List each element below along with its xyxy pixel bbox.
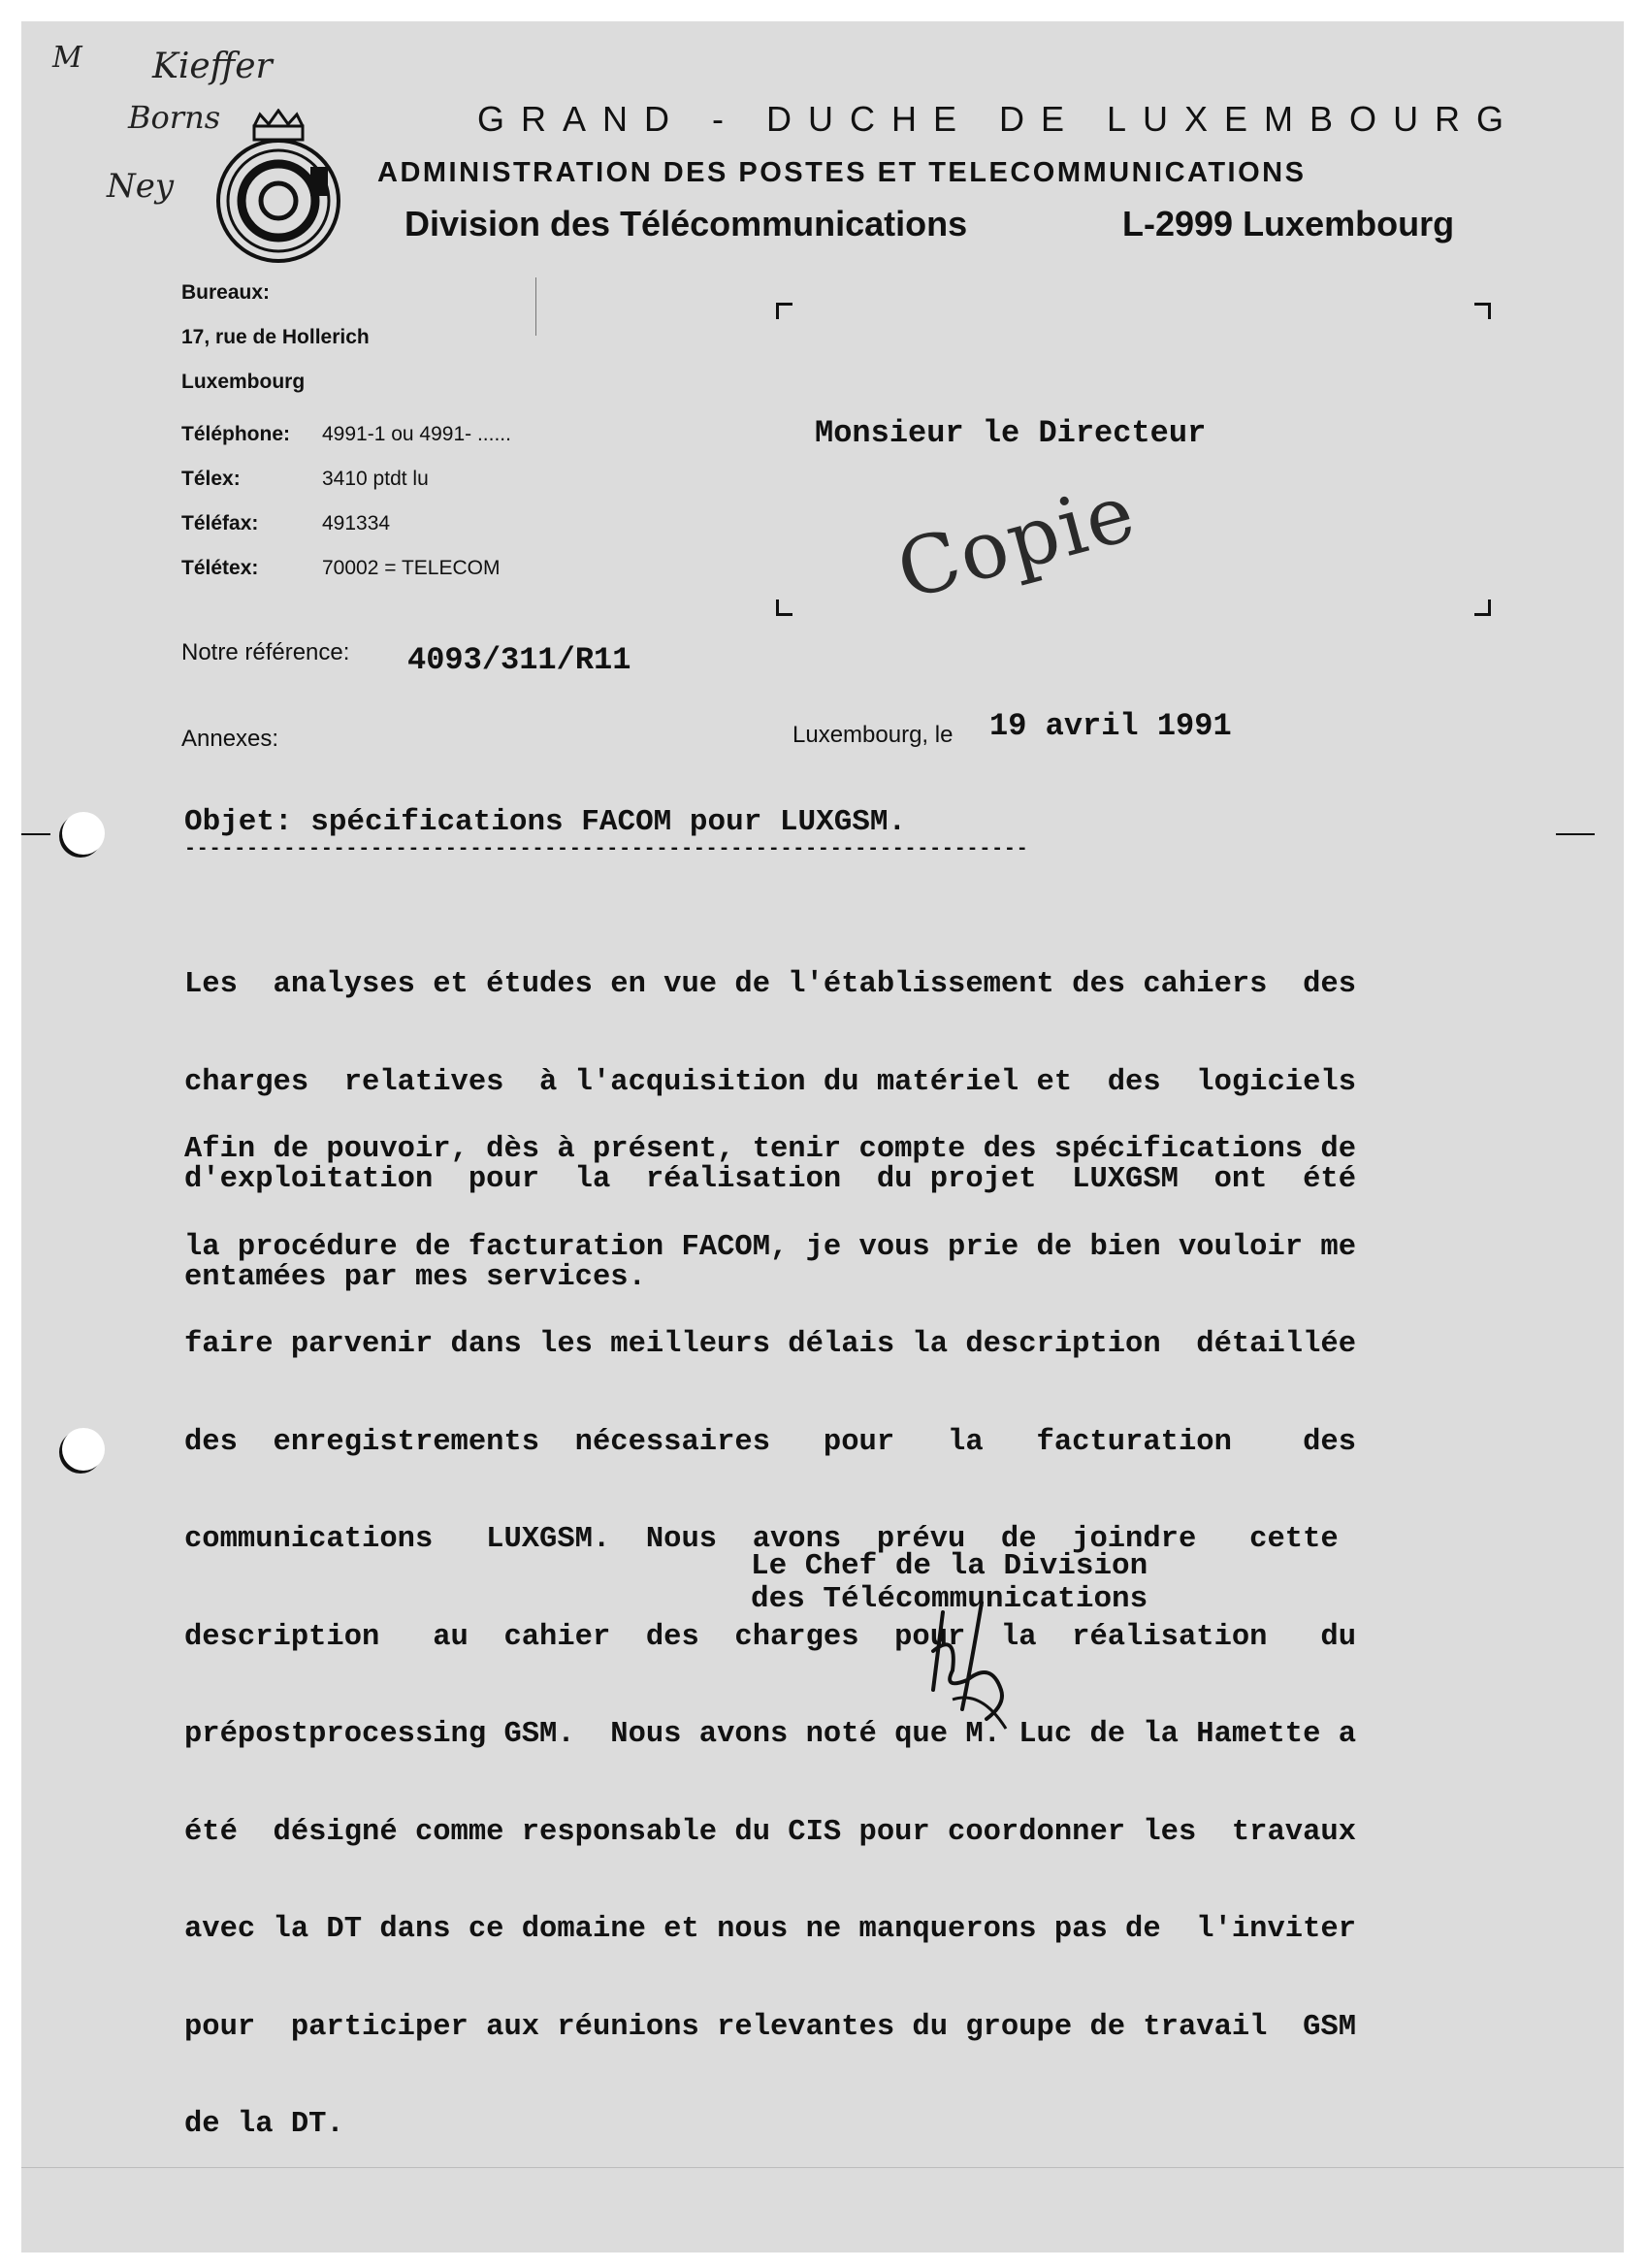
telex-value: 3410 ptdt lu [322,468,429,490]
recipient: Monsieur le Directeur [815,415,1207,451]
reference-value: 4093/311/R11 [407,642,631,678]
handwritten-signature-icon [914,1593,1030,1738]
fold-mark-left [21,833,50,835]
subject-line: Objet: spécifications FACOM pour LUXGSM. [184,805,907,839]
paragraph-2-line: pour participer aux réunions relevantes du groupe de travail GSM [184,2010,1356,2044]
teletex-value: 70002 = TELECOM [322,557,501,579]
telephone-value: 4991-1 ou 4991- ...... [322,423,511,445]
copie-stamp: Copie [888,466,1146,618]
bureaux-label: Bureaux: [181,281,271,304]
telefax-value: 491334 [322,512,391,535]
paragraph-2-line: Afin de pouvoir, dès à présent, tenir compte des spécifications de [184,1133,1356,1166]
paragraph-1-line: charges relatives à l'acquisition du matériel et des logiciels [184,1065,1356,1099]
annexes-label: Annexes: [181,726,279,752]
paragraph-2-line: faire parvenir dans les meilleurs délais la description détaillée [184,1328,1356,1361]
telefax-label: Téléfax: [181,512,259,535]
teletex-label: Télétex: [181,557,259,579]
handwritten-annotation-1: M [52,41,82,75]
signature-title-line-1: Le Chef de la Division [751,1549,1148,1583]
date-place: Luxembourg, le [792,722,954,748]
handwritten-annotation-2: Borns [128,99,221,136]
letterhead-division: Division des Télécommunications [404,204,968,243]
paragraph-1-line: Les analyses et études en vue de l'établissement des cahiers des [184,968,1356,1001]
subject-divider: -------------------------------------------------------------------- [184,838,1029,860]
paragraph-2-line: la procédure de facturation FACOM, je vous prie de bien vouloir me [184,1230,1356,1264]
scan-line-bottom [21,2167,1624,2168]
paragraph-1-line: d'exploitation pour la réalisation du projet LUXGSM ont été [184,1163,1356,1196]
body-paragraph-2 [184,1065,1356,2207]
signature-title-line-2: des Télécommunications [751,1582,1148,1616]
address-window-corner-tr [1474,303,1491,319]
paragraph-2-line: avec la DT dans ce domaine et nous ne manquerons pas de l'inviter [184,1913,1356,1946]
punch-hole-bottom [62,1428,105,1471]
paragraph-2-line: de la DT. [184,2108,344,2141]
address-window-corner-bl [776,599,792,616]
address-line-1: 17, rue de Hollerich [181,326,370,348]
reference-label: Notre référence: [181,639,350,665]
letter-page [21,21,1624,2252]
handwritten-annotation-3: Ney [107,167,175,206]
punch-hole-top [62,812,105,855]
vertical-divider [535,277,536,336]
paragraph-2-line: communications LUXGSM. Nous avons prévu de joindre cette [184,1523,1339,1556]
paragraph-2-line: été désigné comme responsable du CIS pour coordonner les travaux [184,1815,1356,1849]
fold-mark-right [1556,833,1595,835]
letterhead-administration: ADMINISTRATION DES POSTES ET TELECOMMUNICATIONS [377,157,1307,188]
letterhead-country: GRAND - DUCHE DE LUXEMBOURG [477,99,1521,139]
letterhead-postcode: L-2999 Luxembourg [1122,204,1455,243]
handwritten-annotation-1b: Kieffer [152,47,273,86]
post-horn-crown-emblem-icon [196,109,361,264]
paragraph-2-line: prépostprocessing GSM. Nous avons noté que M. Luc de la Hamette a [184,1718,1356,1751]
paragraph-2-line: des enregistrements nécessaires pour la facturation des [184,1425,1356,1459]
paragraph-2-line: description au cahier des charges pour la réalisation du [184,1620,1356,1654]
paragraph-1-line: entamées par mes services. [184,1260,646,1294]
address-window-corner-br [1474,599,1491,616]
date-value: 19 avril 1991 [989,708,1232,744]
address-window-corner-tl [776,303,792,319]
address-line-2: Luxembourg [181,371,306,393]
telephone-label: Téléphone: [181,423,291,445]
telex-label: Télex: [181,468,241,490]
